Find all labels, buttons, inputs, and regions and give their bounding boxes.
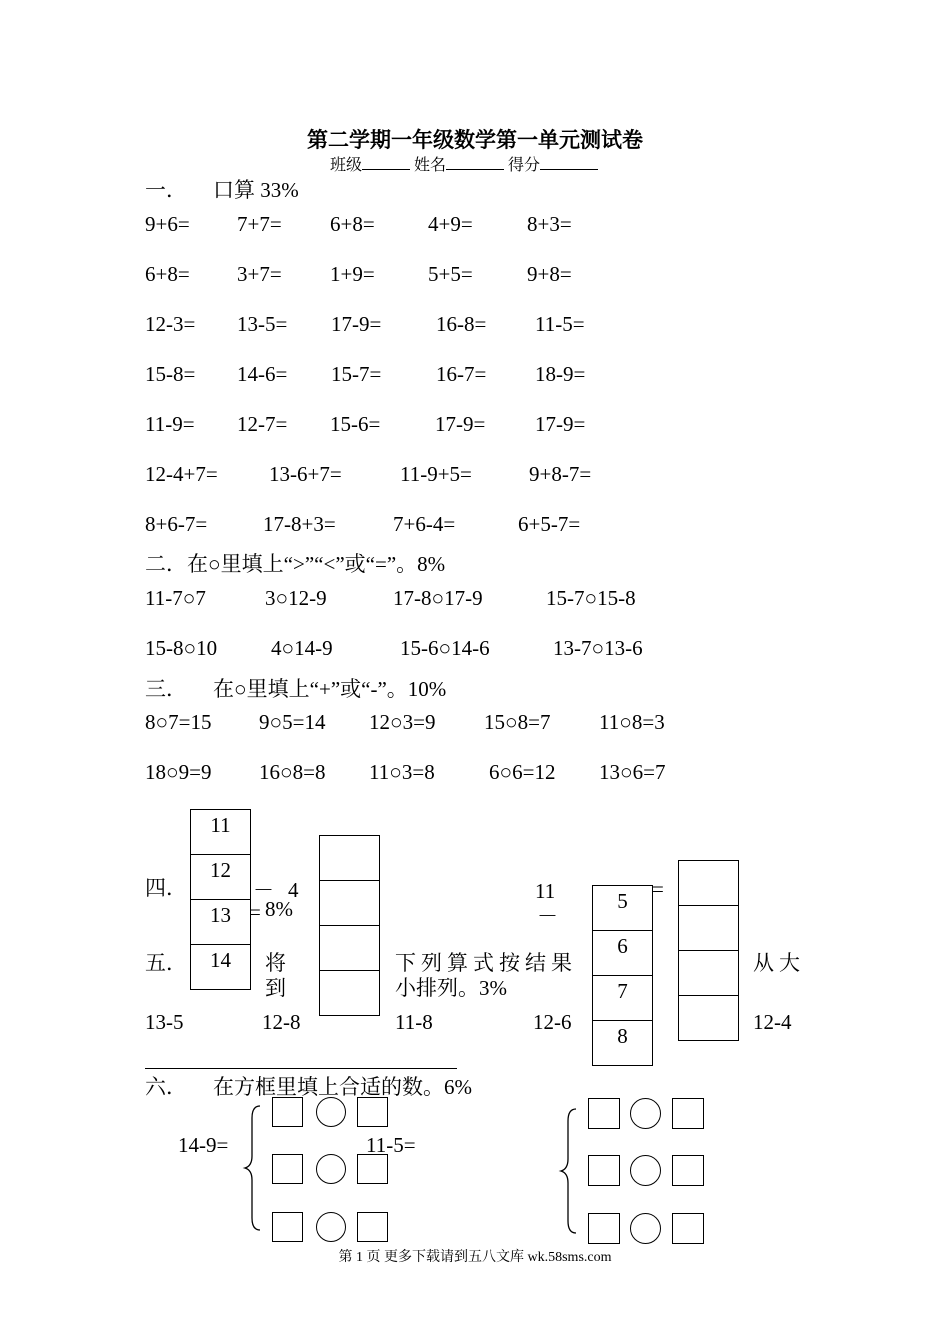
operator-circle[interactable]: [630, 1213, 661, 1244]
section-1-number: 一．: [145, 178, 187, 202]
number-square[interactable]: [272, 1154, 303, 1184]
s1-problem: 13-5=: [237, 312, 288, 336]
section-5-text-b1: 下列算式按结果: [395, 951, 577, 975]
operator-circle[interactable]: [316, 1212, 346, 1242]
number-square[interactable]: [357, 1097, 388, 1127]
s2-problem: 11-7○7: [145, 586, 206, 610]
number-square[interactable]: [672, 1098, 704, 1129]
answer-box-left[interactable]: [319, 925, 380, 971]
answer-box-left[interactable]: [319, 835, 380, 881]
equals-sign-right: =: [652, 877, 664, 901]
section-5-number: 五．: [145, 951, 187, 975]
s1-problem: 7+6-4=: [393, 512, 456, 536]
answer-box-right[interactable]: [678, 995, 739, 1041]
s2-problem: 17-8○17-9: [393, 586, 483, 610]
s1-problem: 11-9+5=: [400, 462, 472, 486]
section-2-heading: 二．在○里填上“>”“<”或“=”。8%: [145, 552, 446, 576]
s1-problem: 15-6=: [330, 412, 381, 436]
operator-circle[interactable]: [316, 1097, 346, 1127]
s1-problem: 1+9=: [330, 262, 375, 286]
section-4-number: 四．: [145, 876, 187, 900]
answer-box-right[interactable]: [678, 950, 739, 996]
s1-problem: 17-9=: [331, 312, 382, 336]
number-square[interactable]: [672, 1155, 704, 1186]
answer-box-left[interactable]: [319, 970, 380, 1016]
s1-problem: 17-9=: [435, 412, 486, 436]
section-1-heading: 口算 33%: [213, 178, 299, 202]
right-brace: [558, 1107, 580, 1235]
s3-problem: 6○6=12: [489, 760, 556, 784]
s1-problem: 18-9=: [535, 362, 586, 386]
answer-box-right[interactable]: [678, 905, 739, 951]
subtrahend-left: 4: [288, 878, 299, 902]
s1-problem: 7+7=: [237, 212, 282, 236]
minuend-right: 11: [535, 879, 556, 903]
s1-problem: 14-6=: [237, 362, 288, 386]
s1-problem: 6+8=: [330, 212, 375, 236]
s1-problem: 8+3=: [527, 212, 572, 236]
s1-problem: 12-4+7=: [145, 462, 218, 486]
page-title: 第二学期一年级数学第一单元测试卷: [307, 128, 643, 152]
page-footer: 第 1 页 更多下载请到五八文库 wk.58sms.com: [338, 1250, 612, 1265]
s2-problem: 13-7○13-6: [553, 636, 643, 660]
score-blank[interactable]: [540, 152, 598, 170]
section-6-number: 六．: [145, 1075, 187, 1099]
minus-sign-left: －: [253, 878, 274, 902]
number-square[interactable]: [588, 1155, 620, 1186]
s1-problem: 15-8=: [145, 362, 196, 386]
s3-problem: 16○8=8: [259, 760, 326, 784]
number-square[interactable]: [272, 1097, 303, 1127]
s2-problem: 4○14-9: [271, 636, 333, 660]
left-brace: [242, 1104, 264, 1232]
section-5-text-b2: 小排列。3%: [395, 976, 507, 1000]
s3-problem: 9○5=14: [259, 710, 326, 734]
s1-problem: 6+8=: [145, 262, 190, 286]
name-label: 姓名: [414, 157, 447, 174]
operator-circle[interactable]: [630, 1155, 661, 1186]
s2-problem: 15-8○10: [145, 636, 218, 660]
s1-problem: 4+9=: [428, 212, 473, 236]
s1-problem: 17-9=: [535, 412, 586, 436]
number-square[interactable]: [672, 1213, 704, 1244]
right-expression: 11-5=: [366, 1133, 416, 1157]
section-3-heading: 在○里填上“+”或“-”。10%: [213, 677, 447, 701]
class-blank[interactable]: [362, 152, 410, 170]
score-label: 得分: [508, 157, 541, 174]
operator-circle[interactable]: [316, 1154, 346, 1184]
s1-problem: 12-7=: [237, 412, 288, 436]
s2-problem: 15-6○14-6: [400, 636, 490, 660]
s2-problem: 15-7○15-8: [546, 586, 636, 610]
s1-problem: 17-8+3=: [263, 512, 336, 536]
s5-expression: 13-5: [145, 1010, 184, 1034]
right-column-cell: 7: [592, 975, 653, 1021]
s1-problem: 3+7=: [237, 262, 282, 286]
left-column-cell: 13: [190, 899, 251, 945]
number-square[interactable]: [588, 1098, 620, 1129]
s1-problem: 11-9=: [145, 412, 195, 436]
section-5-text-c: 从大: [753, 951, 805, 975]
s3-problem: 15○8=7: [484, 710, 551, 734]
s1-problem: 6+5-7=: [518, 512, 581, 536]
s3-problem: 12○3=9: [369, 710, 436, 734]
s3-problem: 11○3=8: [369, 760, 435, 784]
s3-problem: 18○9=9: [145, 760, 212, 784]
s1-problem: 9+8-7=: [529, 462, 592, 486]
number-square[interactable]: [588, 1213, 620, 1244]
s1-problem: 13-6+7=: [269, 462, 342, 486]
operator-circle[interactable]: [630, 1098, 661, 1129]
section-4-score: 8%: [265, 897, 293, 921]
s1-problem: 16-7=: [436, 362, 487, 386]
s5-expression: 11-8: [395, 1010, 433, 1034]
s1-problem: 8+6-7=: [145, 512, 208, 536]
number-square[interactable]: [357, 1212, 388, 1242]
equals-sign-left: =: [249, 900, 261, 924]
right-column-cell: 5: [592, 885, 653, 931]
s5-expression: 12-8: [262, 1010, 301, 1034]
s2-problem: 3○12-9: [265, 586, 327, 610]
s3-problem: 13○6=7: [599, 760, 666, 784]
student-info: [330, 152, 598, 175]
left-column-cell: 11: [190, 809, 251, 855]
section-5-text-a2: 到: [265, 976, 286, 1000]
section-5-text-a1: 将: [265, 951, 286, 975]
s1-problem: 9+8=: [527, 262, 572, 286]
name-blank[interactable]: [446, 152, 504, 170]
section-6-heading: 在方框里填上合适的数。6%: [213, 1075, 472, 1099]
s3-problem: 11○8=3: [599, 710, 665, 734]
left-column-cell: 12: [190, 854, 251, 900]
s1-problem: 16-8=: [436, 312, 487, 336]
s5-expression: 12-6: [533, 1010, 572, 1034]
s5-expression: 12-4: [753, 1010, 792, 1034]
right-column-cell: 8: [592, 1020, 653, 1066]
s1-problem: 5+5=: [428, 262, 473, 286]
section-3-number: 三．: [145, 677, 187, 701]
left-expression: 14-9=: [178, 1133, 229, 1157]
right-column-cell: 6: [592, 930, 653, 976]
s3-problem: 8○7=15: [145, 710, 212, 734]
left-column-cell: 14: [190, 944, 251, 990]
s1-problem: 9+6=: [145, 212, 190, 236]
s1-problem: 12-3=: [145, 312, 196, 336]
s1-problem: 15-7=: [331, 362, 382, 386]
answer-box-left[interactable]: [319, 880, 380, 926]
answer-box-right[interactable]: [678, 860, 739, 906]
number-square[interactable]: [357, 1154, 388, 1184]
minus-sign-right: －: [537, 904, 558, 928]
class-label: 班级: [330, 157, 363, 174]
answer-line[interactable]: [145, 1068, 457, 1069]
number-square[interactable]: [272, 1212, 303, 1242]
s1-problem: 11-5=: [535, 312, 585, 336]
